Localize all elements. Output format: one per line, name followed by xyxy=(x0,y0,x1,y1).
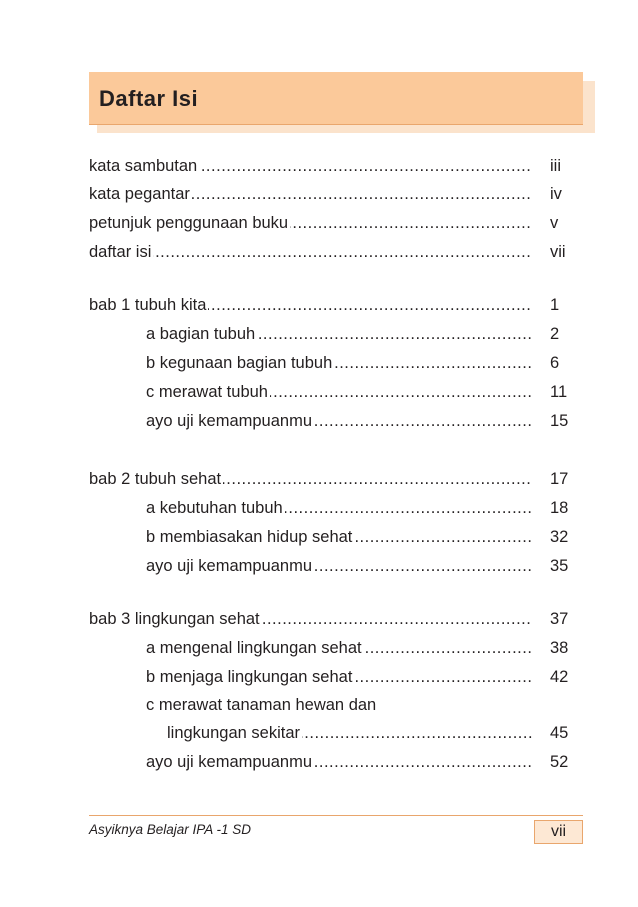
toc-entry-page: 38 xyxy=(550,639,569,657)
toc-entry-page: iii xyxy=(550,157,561,175)
toc-entry-title: c merawat tubuh xyxy=(146,380,270,404)
toc-chapter[interactable] xyxy=(89,293,576,317)
toc-entry-page: 45 xyxy=(550,724,569,742)
toc-entry-title: c merawat tanaman hewan dan xyxy=(146,693,378,717)
toc-section-continued[interactable] xyxy=(167,721,576,745)
toc-section[interactable] xyxy=(146,496,576,520)
toc-entry-title: lingkungan sekitar xyxy=(167,721,302,745)
toc-entry-title: b menjaga lingkungan sehat xyxy=(146,665,354,689)
toc-section[interactable] xyxy=(146,409,576,433)
toc-entry-page: 32 xyxy=(550,528,569,546)
toc-entry-title: ayo uji kemampuanmu xyxy=(146,750,314,774)
toc-entry-title: a mengenal lingkungan sehat xyxy=(146,636,364,660)
toc-section[interactable] xyxy=(146,750,576,774)
toc-section[interactable] xyxy=(146,693,576,717)
toc-entry-title: bab 3 lingkungan sehat xyxy=(89,607,262,631)
toc-leader-dots xyxy=(89,240,532,264)
toc-entry-page: 11 xyxy=(550,383,568,401)
toc-section[interactable] xyxy=(146,554,576,578)
toc-entry-page: 1 xyxy=(550,296,560,314)
footer-book-title: Asyiknya Belajar IPA -1 SD xyxy=(89,822,252,837)
toc-entry-title: daftar isi xyxy=(89,240,153,264)
toc-entry-title: kata sambutan xyxy=(89,154,199,178)
toc-entry-page: 37 xyxy=(550,610,569,628)
toc-chapter[interactable] xyxy=(89,607,576,631)
toc-entry-page: 6 xyxy=(550,354,560,372)
toc-chapter[interactable] xyxy=(89,467,576,491)
toc-entry-page: 17 xyxy=(550,470,569,488)
toc-entry-title: a kebutuhan tubuh xyxy=(146,496,285,520)
toc-entry-title: petunjuk penggunaan buku xyxy=(89,211,290,235)
toc-entry-page: 42 xyxy=(550,668,569,686)
footer-rule xyxy=(89,815,583,816)
toc-entry-page: 15 xyxy=(550,412,569,430)
toc-entry-title: b kegunaan bagian tubuh xyxy=(146,351,334,375)
toc-entry-page: vii xyxy=(550,243,566,261)
page-title: Daftar Isi xyxy=(99,86,199,111)
toc-entry-title: bab 2 tubuh sehat xyxy=(89,467,223,491)
toc-entry-title: kata pegantar xyxy=(89,182,192,206)
page-number-badge: vii xyxy=(534,820,583,844)
toc-entry-page: 35 xyxy=(550,557,569,575)
toc-section[interactable] xyxy=(146,351,576,375)
toc-section[interactable] xyxy=(146,525,576,549)
toc-entry-page: iv xyxy=(550,185,562,203)
toc-entry[interactable] xyxy=(89,154,576,178)
toc-section[interactable] xyxy=(146,665,576,689)
toc-entry-page: 18 xyxy=(550,499,569,517)
toc-section[interactable] xyxy=(146,380,576,404)
title-banner xyxy=(89,72,583,125)
toc-section[interactable] xyxy=(146,322,576,346)
toc-entry-page: 52 xyxy=(550,753,569,771)
toc-entry[interactable] xyxy=(89,240,576,264)
toc-entry-title: ayo uji kemampuanmu xyxy=(146,409,314,433)
toc-entry-title: a bagian tubuh xyxy=(146,322,257,346)
toc-entry-title: ayo uji kemampuanmu xyxy=(146,554,314,578)
toc-entry-title: bab 1 tubuh kita xyxy=(89,293,208,317)
toc-entry-page: v xyxy=(550,214,559,232)
toc-entry[interactable] xyxy=(89,182,576,206)
toc-entry-page: 2 xyxy=(550,325,560,343)
toc-entry[interactable] xyxy=(89,211,576,235)
toc-entry-title: b membiasakan hidup sehat xyxy=(146,525,354,549)
toc-section[interactable] xyxy=(146,636,576,660)
